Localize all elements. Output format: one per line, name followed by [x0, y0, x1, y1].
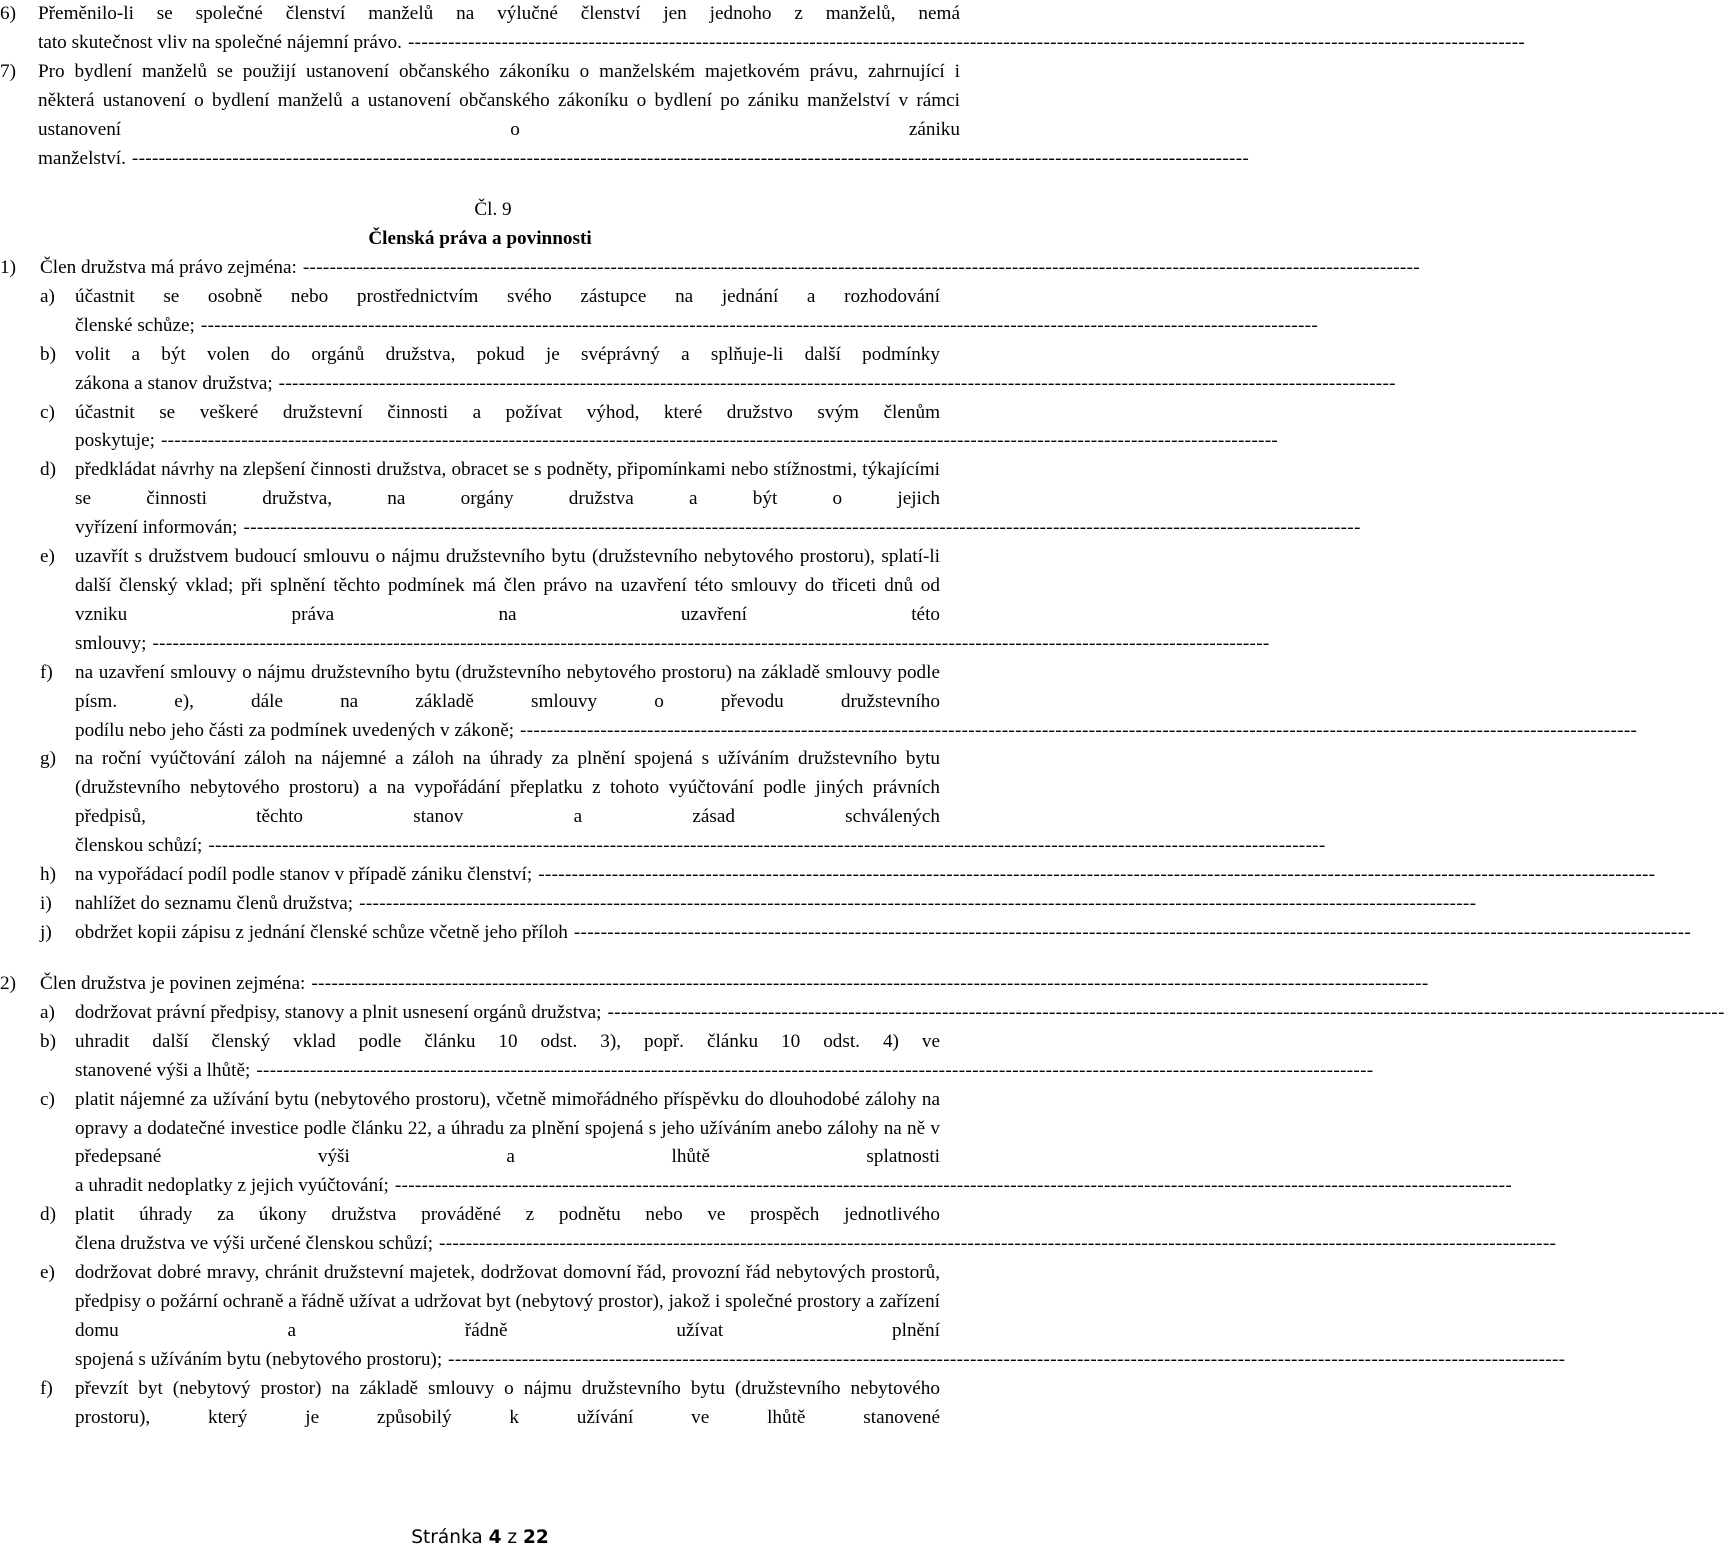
list-item-text: dodržovat dobré mravy, chránit družstevní majetek, dodržovat domovní řád, provozní řád nebytových prostorů, předpisy o požární ochraně a řádně užívat a udržovat byt (nebytový prostor), jakož i společné prostory a zařízení domu a řádně užívat plnění	[75, 1262, 940, 1341]
list-item-tail: spojená s užíváním bytu (nebytového prostoru);	[75, 1348, 443, 1370]
footer-of: z	[507, 1527, 518, 1548]
paragraph-number: 6)	[0, 3, 16, 24]
list-item-label: e)	[40, 546, 55, 568]
list-item	[0, 999, 1725, 1028]
list-item-tail: smlouvy;	[75, 632, 147, 654]
list-item-tail: dodržovat právní předpisy, stanovy a plnit usnesení orgánů družstva;	[75, 1001, 602, 1023]
list-item-text: na roční vyúčtování záloh na nájemné a záloh na úhrady za plnění spojená s užíváním družstevního bytu (družstevního nebytového prostoru) a na vypořádání přeplatku z tohoto vyúčtování podle jiných právních předpisů, těchto stanov a zásad schválených	[75, 748, 940, 828]
list-item-tail: členskou schůzí;	[75, 835, 203, 857]
dash-leader: -----------------------------------------------------------------------------------------------------------------------------------------------------------------------	[573, 921, 1692, 943]
duties-section	[0, 970, 1725, 1433]
list-item-tail: na vypořádací podíl podle stanov v případě zániku členství;	[75, 864, 533, 886]
list-item-text: převzít byt (nebytový prostor) na základě smlouvy o nájmu družstevního bytu (družstevního nebytového prostoru), který je způsobilý k užívání ve lhůtě stanovené	[75, 1377, 940, 1428]
list-item-label: c)	[40, 1088, 55, 1110]
list-item-label: c)	[40, 401, 55, 423]
section-number: 2)	[0, 973, 16, 994]
list-item	[0, 890, 1477, 919]
list-item-label: i)	[40, 892, 52, 914]
paragraph-7-tail: manželství.	[38, 147, 126, 169]
dash-leader: -----------------------------------------------------------------------------------------------------------------------------------------------------------------------	[278, 372, 1396, 394]
list-item	[0, 1028, 1374, 1086]
list-item-tail: poskytuje;	[75, 430, 155, 452]
list-item-text: platit nájemné za užívání bytu (nebytového prostoru), včetně mimořádného příspěvku do dlouhodobé zálohy na opravy a dodatečné investice podle článku 22, a úhradu za plnění spojená s jeho užíváním anebo zálohy na ně v předepsané výši a lhůtě splatnosti	[75, 1088, 940, 1168]
list-item	[0, 1375, 940, 1433]
dash-leader: -----------------------------------------------------------------------------------------------------------------------------------------------------------------------	[520, 719, 1638, 741]
dash-leader: -----------------------------------------------------------------------------------------------------------------------------------------------------------------------	[152, 632, 1270, 654]
list-item-label: d)	[40, 459, 56, 481]
footer-total-pages: 22	[522, 1527, 549, 1548]
list-item-text: účastnit se veškeré družstevní činnosti a požívat výhod, které družstvo svým členům	[75, 401, 940, 423]
paragraph-6-line-1: Přeměnilo-li se společné členství manželů na výlučné členství jen jednoho z manželů, nemá	[38, 3, 960, 24]
list-item-tail: nahlížet do seznamu členů družstva;	[75, 892, 354, 914]
list-item-label: j)	[40, 921, 52, 943]
rights-section	[0, 254, 1692, 948]
list-item-label: f)	[40, 1377, 53, 1399]
list-item	[0, 341, 1396, 399]
list-item-label: e)	[40, 1262, 55, 1284]
footer-page-word: Stránka	[411, 1527, 483, 1548]
dash-leader: -----------------------------------------------------------------------------------------------------------------------------------------------------------------------	[200, 314, 1319, 336]
article-number: Čl. 9	[474, 199, 512, 220]
paragraph-number: 7)	[0, 60, 16, 82]
list-item-text: na uzavření smlouvy o nájmu družstevního bytu (družstevního nebytového prostoru) na základě smlouvy podle písm. e), dále na základě smlouvy o převodu družstevního	[75, 661, 940, 712]
paragraph-6	[0, 0, 1526, 58]
list-item-text: uzavřít s družstvem budoucí smlouvu o nájmu družstevního bytu (družstevního nebytového prostoru), splatí-li další členský vklad; při splnění těchto podmínek má člen právo na uzavření této smlouvy do třiceti dnů od vzniku práva na uzavření této	[75, 546, 940, 625]
list-item	[0, 659, 1638, 746]
dash-leader: -----------------------------------------------------------------------------------------------------------------------------------------------------------------------	[394, 1175, 1513, 1197]
dash-leader: -----------------------------------------------------------------------------------------------------------------------------------------------------------------------	[607, 1001, 1725, 1023]
dash-leader: -----------------------------------------------------------------------------------------------------------------------------------------------------------------------	[538, 864, 1656, 886]
list-item-tail: členské schůze;	[75, 314, 195, 336]
rights-list	[0, 283, 1692, 948]
paragraph-6-line-2: tato skutečnost vliv na společné nájemní právo.	[38, 31, 402, 53]
page-footer	[0, 1526, 960, 1550]
article-heading	[0, 196, 960, 254]
list-item-label: b)	[40, 1030, 56, 1052]
list-item-tail: podílu nebo jeho části za podmínek uvedených v zákoně;	[75, 719, 515, 741]
list-item	[0, 919, 1692, 948]
list-item	[0, 745, 1326, 861]
list-item-tail: zákona a stanov družstva;	[75, 372, 273, 394]
section-intro: Člen družstva má právo zejména:	[40, 257, 297, 278]
dash-leader: -----------------------------------------------------------------------------------------------------------------------------------------------------------------------	[243, 517, 1361, 539]
list-item	[0, 283, 1319, 341]
list-item-text: uhradit další členský vklad podle článku 10 odst. 3), popř. článku 10 odst. 4) ve	[75, 1030, 940, 1052]
list-item	[0, 1201, 1557, 1259]
article-title: Členská práva a povinnosti	[368, 227, 592, 249]
dash-leader: -----------------------------------------------------------------------------------------------------------------------------------------------------------------------	[302, 257, 1420, 278]
dash-leader: -----------------------------------------------------------------------------------------------------------------------------------------------------------------------	[256, 1059, 1374, 1081]
dash-leader: -----------------------------------------------------------------------------------------------------------------------------------------------------------------------	[208, 835, 1326, 857]
list-item-label: f)	[40, 661, 53, 683]
list-item-text: účastnit se osobně nebo prostřednictvím svého zástupce na jednání a rozhodování	[75, 285, 940, 307]
dash-leader: -----------------------------------------------------------------------------------------------------------------------------------------------------------------------	[439, 1233, 1557, 1255]
paragraph-7-text: Pro bydlení manželů se použijí ustanovení občanského zákoníku o manželském majetkovém právu, zahrnující i některá ustanovení o bydlení manželů a ustanovení občanského zákoníku o bydlení po zániku manželství v rámci ustanovení o zániku	[38, 60, 960, 140]
list-item-label: b)	[40, 343, 56, 365]
list-item-text: předkládat návrhy na zlepšení činnosti družstva, obracet se s podněty, připomínkami nebo stížnostmi, týkajícími se činnosti družstva, na orgány družstva a být o jejich	[75, 459, 940, 510]
list-item-text: volit a být volen do orgánů družstva, pokud je svéprávný a splňuje-li další podmínky	[75, 343, 940, 365]
dash-leader: -----------------------------------------------------------------------------------------------------------------------------------------------------------------------	[311, 973, 1429, 994]
dash-leader: -----------------------------------------------------------------------------------------------------------------------------------------------------------------------	[448, 1348, 1566, 1370]
list-item-tail: stanovené výši a lhůtě;	[75, 1059, 251, 1081]
list-item	[0, 543, 1270, 659]
list-item-text: platit úhrady za úkony družstva prováděné z podnětu nebo ve prospěch jednotlivého	[75, 1204, 940, 1226]
list-item-label: g)	[40, 748, 56, 770]
dash-leader: -----------------------------------------------------------------------------------------------------------------------------------------------------------------------	[359, 892, 1477, 914]
list-item-label: h)	[40, 864, 56, 886]
dash-leader: -----------------------------------------------------------------------------------------------------------------------------------------------------------------------	[131, 147, 1250, 169]
list-item	[0, 861, 1656, 890]
footer-page-number: 4	[488, 1527, 502, 1548]
list-item-tail: obdržet kopii zápisu z jednání členské schůze včetně jeho příloh	[75, 921, 568, 943]
list-item	[0, 399, 1279, 457]
list-item-label: a)	[40, 285, 55, 307]
list-item-tail: člena družstva ve výši určené členskou schůzí;	[75, 1233, 434, 1255]
list-item	[0, 1086, 1513, 1202]
section-number: 1)	[0, 257, 16, 278]
dash-leader: -----------------------------------------------------------------------------------------------------------------------------------------------------------------------	[407, 31, 1526, 53]
dash-leader: -----------------------------------------------------------------------------------------------------------------------------------------------------------------------	[160, 430, 1279, 452]
list-item	[0, 456, 1361, 543]
list-item-tail: vyřízení informován;	[75, 517, 238, 539]
list-item	[0, 1259, 1566, 1375]
section-intro: Člen družstva je povinen zejména:	[40, 973, 306, 994]
list-item-label: a)	[40, 1001, 55, 1023]
list-item-label: d)	[40, 1204, 56, 1226]
list-item-tail: a uhradit nedoplatky z jejich vyúčtování;	[75, 1175, 389, 1197]
duties-list	[0, 999, 1725, 1433]
paragraph-7	[0, 58, 1250, 174]
